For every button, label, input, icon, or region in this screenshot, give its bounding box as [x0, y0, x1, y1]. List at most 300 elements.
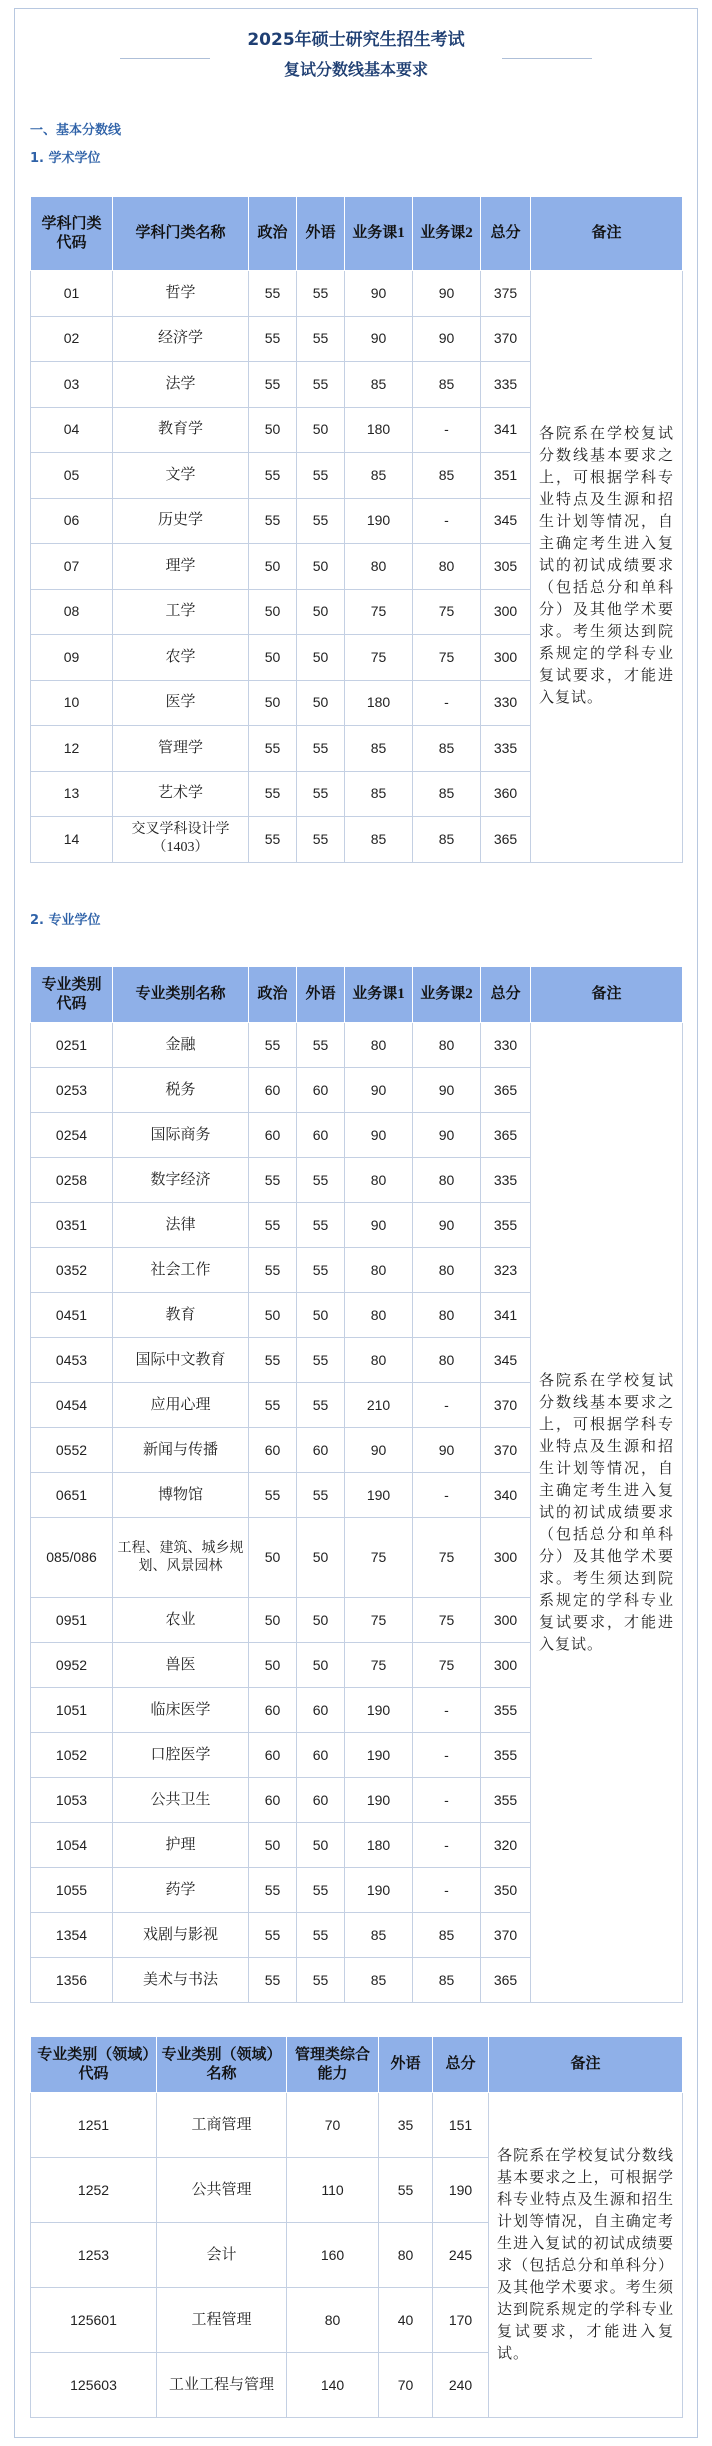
academic-header-row: [31, 197, 683, 271]
code-cell: 1055: [31, 1868, 113, 1913]
score-cell: 370: [481, 1383, 531, 1428]
score-cell: 55: [249, 1203, 297, 1248]
score-cell: 80: [413, 1338, 481, 1383]
name-cell: 会计: [157, 2223, 287, 2288]
score-cell: 60: [249, 1068, 297, 1113]
score-cell: 55: [297, 1913, 345, 1958]
score-cell: 55: [297, 362, 345, 408]
code-cell: 0258: [31, 1158, 113, 1203]
score-cell: 50: [249, 1643, 297, 1688]
score-cell: 190: [433, 2158, 489, 2223]
score-cell: 50: [297, 1823, 345, 1868]
page-title: [0, 26, 712, 84]
score-cell: 50: [297, 1293, 345, 1338]
table-row: [31, 1023, 683, 1068]
score-cell: 60: [297, 1778, 345, 1823]
score-cell: 85: [345, 726, 413, 772]
score-cell: 50: [297, 1598, 345, 1643]
score-cell: 140: [287, 2353, 379, 2418]
code-cell: 0254: [31, 1113, 113, 1158]
score-cell: 85: [413, 771, 481, 817]
score-cell: 55: [297, 817, 345, 863]
score-cell: 50: [249, 635, 297, 681]
score-cell: 55: [249, 817, 297, 863]
score-cell: 340: [481, 1473, 531, 1518]
score-cell: 350: [481, 1868, 531, 1913]
score-cell: 35: [379, 2093, 433, 2158]
score-cell: 50: [297, 635, 345, 681]
code-cell: 1356: [31, 1958, 113, 2003]
score-cell: 80: [345, 544, 413, 590]
score-cell: 300: [481, 635, 531, 681]
col-header: 备注: [531, 967, 683, 1023]
name-cell: 工业工程与管理: [157, 2353, 287, 2418]
remark-cell: 各院系在学校复试分数线基本要求之上，可根据学科专业特点及生源和招生计划等情况，自主确定考生进入复试的初试成绩要求（包括总分和单科分）及其他学术要求。考生须达到院系规定的学科专业复试要求，才能进入复试。: [489, 2093, 683, 2418]
score-cell: 330: [481, 680, 531, 726]
code-cell: 0351: [31, 1203, 113, 1248]
score-cell: 210: [345, 1383, 413, 1428]
score-cell: 60: [249, 1113, 297, 1158]
score-cell: 85: [345, 771, 413, 817]
name-cell: 应用心理: [113, 1383, 249, 1428]
col-header: 总分: [481, 197, 531, 271]
score-cell: 320: [481, 1823, 531, 1868]
score-cell: 50: [297, 544, 345, 590]
score-cell: 55: [249, 362, 297, 408]
score-cell: 90: [345, 1428, 413, 1473]
score-cell: 55: [297, 1248, 345, 1293]
score-cell: 55: [297, 271, 345, 317]
score-cell: 335: [481, 362, 531, 408]
score-cell: 90: [413, 1068, 481, 1113]
score-cell: -: [413, 407, 481, 453]
score-cell: 50: [297, 589, 345, 635]
name-cell: 口腔医学: [113, 1733, 249, 1778]
score-cell: 90: [345, 316, 413, 362]
code-cell: 04: [31, 407, 113, 453]
score-cell: 345: [481, 498, 531, 544]
code-cell: 07: [31, 544, 113, 590]
score-cell: 60: [297, 1428, 345, 1473]
score-cell: 55: [249, 271, 297, 317]
code-cell: 1251: [31, 2093, 157, 2158]
score-cell: 55: [297, 1203, 345, 1248]
code-cell: 05: [31, 453, 113, 499]
score-cell: -: [413, 1383, 481, 1428]
score-cell: 80: [413, 1158, 481, 1203]
section-heading: 一、基本分数线: [30, 123, 122, 138]
score-cell: 90: [345, 1113, 413, 1158]
table-row: [31, 271, 683, 317]
score-cell: 240: [433, 2353, 489, 2418]
score-cell: 85: [413, 453, 481, 499]
code-cell: 0951: [31, 1598, 113, 1643]
col-header: 学科门类代码: [31, 197, 113, 271]
score-cell: 370: [481, 1913, 531, 1958]
professional-subheading: 2. 专业学位: [30, 913, 101, 928]
col-header: 专业类别代码: [31, 967, 113, 1023]
score-cell: -: [413, 1733, 481, 1778]
score-cell: 75: [413, 589, 481, 635]
score-cell: 55: [249, 498, 297, 544]
score-cell: 80: [345, 1293, 413, 1338]
col-header: 专业类别（领域）名称: [157, 2037, 287, 2093]
score-cell: 370: [481, 316, 531, 362]
col-header: 专业类别名称: [113, 967, 249, 1023]
name-cell: 教育: [113, 1293, 249, 1338]
score-cell: 60: [297, 1733, 345, 1778]
col-header: 政治: [249, 967, 297, 1023]
name-cell: 工学: [113, 589, 249, 635]
table-row: [31, 2093, 683, 2158]
score-cell: 90: [345, 1203, 413, 1248]
score-cell: 85: [345, 817, 413, 863]
score-cell: 55: [249, 771, 297, 817]
score-cell: 245: [433, 2223, 489, 2288]
code-cell: 06: [31, 498, 113, 544]
score-cell: 335: [481, 1158, 531, 1203]
code-cell: 1252: [31, 2158, 157, 2223]
code-cell: 1054: [31, 1823, 113, 1868]
score-cell: 55: [297, 1023, 345, 1068]
score-cell: 80: [413, 1293, 481, 1338]
score-cell: 300: [481, 1518, 531, 1598]
col-header: 业务课1: [345, 197, 413, 271]
score-cell: 300: [481, 1598, 531, 1643]
score-cell: 151: [433, 2093, 489, 2158]
score-cell: 55: [297, 1338, 345, 1383]
title-line-2: 复试分数线基本要求: [283, 60, 428, 79]
score-cell: 55: [297, 1383, 345, 1428]
score-cell: 50: [249, 589, 297, 635]
name-cell: 护理: [113, 1823, 249, 1868]
score-cell: 90: [345, 1068, 413, 1113]
col-header: 备注: [489, 2037, 683, 2093]
score-cell: 75: [413, 635, 481, 681]
score-cell: 85: [345, 453, 413, 499]
score-cell: 55: [249, 1383, 297, 1428]
score-cell: 300: [481, 589, 531, 635]
score-cell: 85: [413, 817, 481, 863]
col-header: 专业类别（领域）代码: [31, 2037, 157, 2093]
col-header: 总分: [433, 2037, 489, 2093]
name-cell: 博物馆: [113, 1473, 249, 1518]
score-cell: 55: [249, 1338, 297, 1383]
score-cell: 335: [481, 726, 531, 772]
score-cell: 80: [345, 1158, 413, 1203]
score-cell: 190: [345, 1688, 413, 1733]
score-cell: 375: [481, 271, 531, 317]
score-cell: 80: [413, 544, 481, 590]
score-cell: 50: [249, 407, 297, 453]
score-cell: 75: [413, 1518, 481, 1598]
score-cell: 50: [249, 1823, 297, 1868]
score-cell: 355: [481, 1733, 531, 1778]
score-cell: 305: [481, 544, 531, 590]
score-cell: 55: [297, 498, 345, 544]
score-cell: 80: [379, 2223, 433, 2288]
score-cell: 55: [297, 771, 345, 817]
name-cell: 医学: [113, 680, 249, 726]
name-cell: 历史学: [113, 498, 249, 544]
management-header-row: [31, 2037, 683, 2093]
score-cell: 85: [345, 1958, 413, 2003]
name-cell: 理学: [113, 544, 249, 590]
title-line-1: 2025年硕士研究生招生考试: [247, 30, 465, 50]
score-cell: 55: [297, 1868, 345, 1913]
score-cell: 55: [249, 726, 297, 772]
code-cell: 1253: [31, 2223, 157, 2288]
name-cell: 数字经济: [113, 1158, 249, 1203]
score-cell: 80: [287, 2288, 379, 2353]
score-cell: 55: [249, 1473, 297, 1518]
code-cell: 1053: [31, 1778, 113, 1823]
management-table: [30, 2036, 683, 2418]
score-cell: 75: [413, 1643, 481, 1688]
name-cell: 管理学: [113, 726, 249, 772]
col-header: 备注: [531, 197, 683, 271]
score-cell: 351: [481, 453, 531, 499]
name-cell: 教育学: [113, 407, 249, 453]
score-cell: 90: [413, 1113, 481, 1158]
score-cell: -: [413, 498, 481, 544]
code-cell: 01: [31, 271, 113, 317]
score-cell: 55: [297, 1958, 345, 2003]
score-cell: 75: [345, 1518, 413, 1598]
code-cell: 0451: [31, 1293, 113, 1338]
score-cell: -: [413, 1868, 481, 1913]
score-cell: 323: [481, 1248, 531, 1293]
code-cell: 12: [31, 726, 113, 772]
code-cell: 0952: [31, 1643, 113, 1688]
score-cell: 55: [249, 1913, 297, 1958]
code-cell: 13: [31, 771, 113, 817]
score-cell: 365: [481, 1958, 531, 2003]
score-cell: 345: [481, 1338, 531, 1383]
score-cell: 50: [249, 680, 297, 726]
score-cell: 50: [297, 1643, 345, 1688]
score-cell: 160: [287, 2223, 379, 2288]
score-cell: 85: [345, 1913, 413, 1958]
name-cell: 农学: [113, 635, 249, 681]
name-cell: 社会工作: [113, 1248, 249, 1293]
score-cell: 80: [413, 1023, 481, 1068]
score-cell: 80: [345, 1248, 413, 1293]
score-cell: 85: [345, 362, 413, 408]
name-cell: 法学: [113, 362, 249, 408]
col-header: 业务课2: [413, 197, 481, 271]
score-cell: 355: [481, 1203, 531, 1248]
score-cell: 50: [249, 1518, 297, 1598]
score-cell: 55: [249, 1868, 297, 1913]
code-cell: 0453: [31, 1338, 113, 1383]
col-header: 政治: [249, 197, 297, 271]
col-header: 外语: [297, 197, 345, 271]
name-cell: 经济学: [113, 316, 249, 362]
score-cell: 60: [249, 1428, 297, 1473]
name-cell: 药学: [113, 1868, 249, 1913]
score-cell: 60: [249, 1733, 297, 1778]
name-cell: 国际中文教育: [113, 1338, 249, 1383]
code-cell: 0651: [31, 1473, 113, 1518]
score-cell: 55: [249, 1158, 297, 1203]
name-cell: 法律: [113, 1203, 249, 1248]
score-cell: 40: [379, 2288, 433, 2353]
score-cell: 55: [249, 1958, 297, 2003]
name-cell: 哲学: [113, 271, 249, 317]
code-cell: 0352: [31, 1248, 113, 1293]
name-cell: 税务: [113, 1068, 249, 1113]
score-cell: 70: [287, 2093, 379, 2158]
code-cell: 08: [31, 589, 113, 635]
score-cell: 75: [345, 1643, 413, 1688]
col-header: 管理类综合能力: [287, 2037, 379, 2093]
remark-cell: 各院系在学校复试分数线基本要求之上，可根据学科专业特点及生源和招生计划等情况，自主确定考生进入复试的初试成绩要求（包括总分和单科分）及其他学术要求。考生须达到院系规定的学科专业复试要求，才能进入复试。: [531, 271, 683, 863]
score-cell: 75: [345, 589, 413, 635]
score-cell: 55: [297, 1473, 345, 1518]
score-cell: 70: [379, 2353, 433, 2418]
score-cell: 355: [481, 1688, 531, 1733]
score-cell: 60: [297, 1068, 345, 1113]
name-cell: 金融: [113, 1023, 249, 1068]
score-cell: 50: [249, 544, 297, 590]
score-cell: 190: [345, 1733, 413, 1778]
code-cell: 14: [31, 817, 113, 863]
score-cell: 90: [413, 316, 481, 362]
code-cell: 02: [31, 316, 113, 362]
code-cell: 085/086: [31, 1518, 113, 1598]
score-cell: 90: [413, 1203, 481, 1248]
col-header: 外语: [297, 967, 345, 1023]
code-cell: 1052: [31, 1733, 113, 1778]
score-cell: 190: [345, 1473, 413, 1518]
name-cell: 工程、建筑、城乡规划、风景园林: [113, 1518, 249, 1598]
score-cell: 55: [297, 726, 345, 772]
score-cell: 55: [249, 316, 297, 362]
code-cell: 125603: [31, 2353, 157, 2418]
score-cell: 110: [287, 2158, 379, 2223]
col-header: 业务课2: [413, 967, 481, 1023]
score-cell: 50: [297, 680, 345, 726]
name-cell: 文学: [113, 453, 249, 499]
name-cell: 美术与书法: [113, 1958, 249, 2003]
academic-table: [30, 196, 683, 863]
score-cell: 55: [297, 316, 345, 362]
score-cell: -: [413, 1778, 481, 1823]
name-cell: 兽医: [113, 1643, 249, 1688]
name-cell: 国际商务: [113, 1113, 249, 1158]
code-cell: 0454: [31, 1383, 113, 1428]
col-header: 业务课1: [345, 967, 413, 1023]
score-cell: 341: [481, 1293, 531, 1338]
score-cell: -: [413, 1688, 481, 1733]
name-cell: 戏剧与影视: [113, 1913, 249, 1958]
score-cell: 75: [345, 1598, 413, 1643]
code-cell: 0251: [31, 1023, 113, 1068]
score-cell: 55: [249, 1023, 297, 1068]
score-cell: 55: [297, 1158, 345, 1203]
remark-cell: 各院系在学校复试分数线基本要求之上，可根据学科专业特点及生源和招生计划等情况，自主确定考生进入复试的初试成绩要求（包括总分和单科分）及其他学术要求。考生须达到院系规定的学科专业复试要求，才能进入复试。: [531, 1023, 683, 2003]
score-cell: 365: [481, 817, 531, 863]
score-cell: 75: [345, 635, 413, 681]
score-cell: 55: [297, 453, 345, 499]
score-cell: 180: [345, 407, 413, 453]
code-cell: 0552: [31, 1428, 113, 1473]
code-cell: 10: [31, 680, 113, 726]
name-cell: 临床医学: [113, 1688, 249, 1733]
col-header: 学科门类名称: [113, 197, 249, 271]
score-cell: 90: [413, 1428, 481, 1473]
score-cell: 85: [413, 1958, 481, 2003]
name-cell: 农业: [113, 1598, 249, 1643]
score-cell: 330: [481, 1023, 531, 1068]
col-header: 外语: [379, 2037, 433, 2093]
score-cell: 370: [481, 1428, 531, 1473]
code-cell: 09: [31, 635, 113, 681]
name-cell: 交叉学科设计学（1403）: [113, 817, 249, 863]
academic-subheading: 1. 学术学位: [30, 151, 101, 166]
score-cell: -: [413, 1473, 481, 1518]
name-cell: 工商管理: [157, 2093, 287, 2158]
score-cell: 80: [345, 1023, 413, 1068]
professional-header-row: [31, 967, 683, 1023]
score-cell: 55: [249, 1248, 297, 1293]
name-cell: 公共卫生: [113, 1778, 249, 1823]
name-cell: 艺术学: [113, 771, 249, 817]
code-cell: 0253: [31, 1068, 113, 1113]
score-cell: 355: [481, 1778, 531, 1823]
score-cell: 300: [481, 1643, 531, 1688]
score-cell: -: [413, 1823, 481, 1868]
score-cell: 75: [413, 1598, 481, 1643]
score-cell: 80: [345, 1338, 413, 1383]
score-cell: 50: [297, 407, 345, 453]
code-cell: 03: [31, 362, 113, 408]
score-cell: 60: [249, 1778, 297, 1823]
score-cell: 190: [345, 1778, 413, 1823]
score-cell: 365: [481, 1068, 531, 1113]
name-cell: 公共管理: [157, 2158, 287, 2223]
score-cell: 180: [345, 1823, 413, 1868]
score-cell: 90: [345, 271, 413, 317]
name-cell: 新闻与传播: [113, 1428, 249, 1473]
score-cell: 341: [481, 407, 531, 453]
score-cell: 170: [433, 2288, 489, 2353]
score-cell: 50: [249, 1598, 297, 1643]
score-cell: 55: [249, 453, 297, 499]
score-cell: 365: [481, 1113, 531, 1158]
score-cell: 60: [297, 1113, 345, 1158]
code-cell: 1051: [31, 1688, 113, 1733]
score-cell: 190: [345, 1868, 413, 1913]
score-cell: 85: [413, 726, 481, 772]
score-cell: -: [413, 680, 481, 726]
score-cell: 60: [249, 1688, 297, 1733]
score-cell: 55: [379, 2158, 433, 2223]
score-cell: 85: [413, 362, 481, 408]
code-cell: 1354: [31, 1913, 113, 1958]
col-header: 总分: [481, 967, 531, 1023]
score-cell: 90: [413, 271, 481, 317]
score-cell: 50: [297, 1518, 345, 1598]
score-cell: 85: [413, 1913, 481, 1958]
name-cell: 工程管理: [157, 2288, 287, 2353]
professional-table: [30, 966, 683, 2003]
score-cell: 80: [413, 1248, 481, 1293]
score-cell: 50: [249, 1293, 297, 1338]
score-cell: 180: [345, 680, 413, 726]
score-cell: 360: [481, 771, 531, 817]
